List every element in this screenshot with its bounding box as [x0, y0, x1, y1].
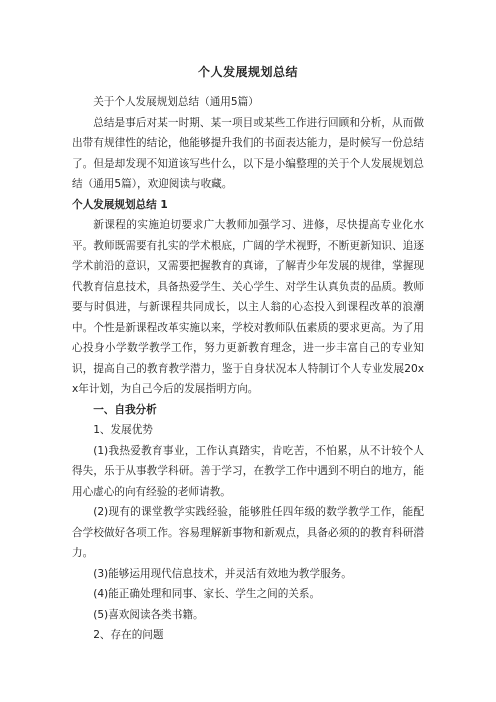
intro-heading: 关于个人发展规划总结（通用5篇） — [93, 96, 259, 108]
list-item: (2)现有的课堂教学实践经验，能够胜任四年级的数学教学工作，能配合学校做好各项工作。容易理解新事物和新观点，具备必须的的教育科研潜力。 — [72, 506, 424, 559]
section-1-paragraph: 新课程的实施迫切要求广大教师加强学习、进修，尽快提高专业化水平。教师既需要有扎实的学术根底，广阔的学术视野，不断更新知识、追逐学术前沿的意识，又需要把握教育的真谛，了解青少年发展的规律，掌握现代教育信息技术，具备热爱学生、关心学生、对学生认真负责的品质。教师要与时俱进，与新课程共同成长，以主人翁的心态投入到课程改革的浪潮中。个性是新课程改革实施以来，学校对教师队伍素质的要求更高。为了用心投身小学数学教学工作，努力更新教育理念，进一步丰富自己的专业知识，提高自己的教育教学潜力，鉴于自身状况本人特制订个人专业发展20xx年计划，为自己今后的发展指明方向。 — [72, 219, 424, 395]
sub-heading-strengths: 1、发展优势 — [93, 424, 153, 436]
document-title: 个人发展规划总结 — [197, 65, 298, 79]
intro-paragraph: 总结是事后对某一时期、某一项目或某些工作进行回顾和分析，从而做出带有规律性的结论，他能够提升我们的书面表达能力，是时候写一份总结了。但是却发现不知道该写些什么，以下是小编整理的关于个人发展规划总结（通用5篇），欢迎阅读与收藏。 — [72, 116, 424, 190]
list-item: (3)能够运用现代信息技术，并灵活有效地为教学服务。 — [93, 567, 352, 580]
list-item: (1)我热爱教育事业，工作认真踏实，肯吃苦，不怕累，从不计较个人得失，乐于从事教学科研。善于学习，在教学工作中遇到不明白的地方，能用心虚心的向有经验的老师请教。 — [72, 444, 424, 498]
section-1-title: 个人发展规划总结 1 — [72, 198, 168, 211]
sub-heading-problems: 2、存在的问题 — [93, 629, 164, 641]
part-1-heading: 一、自我分析 — [93, 403, 157, 416]
list-item: (4)能正确处理和同事、家长、学生之间的关系。 — [93, 588, 321, 600]
list-item: (5)喜欢阅读各类书籍。 — [93, 608, 204, 621]
